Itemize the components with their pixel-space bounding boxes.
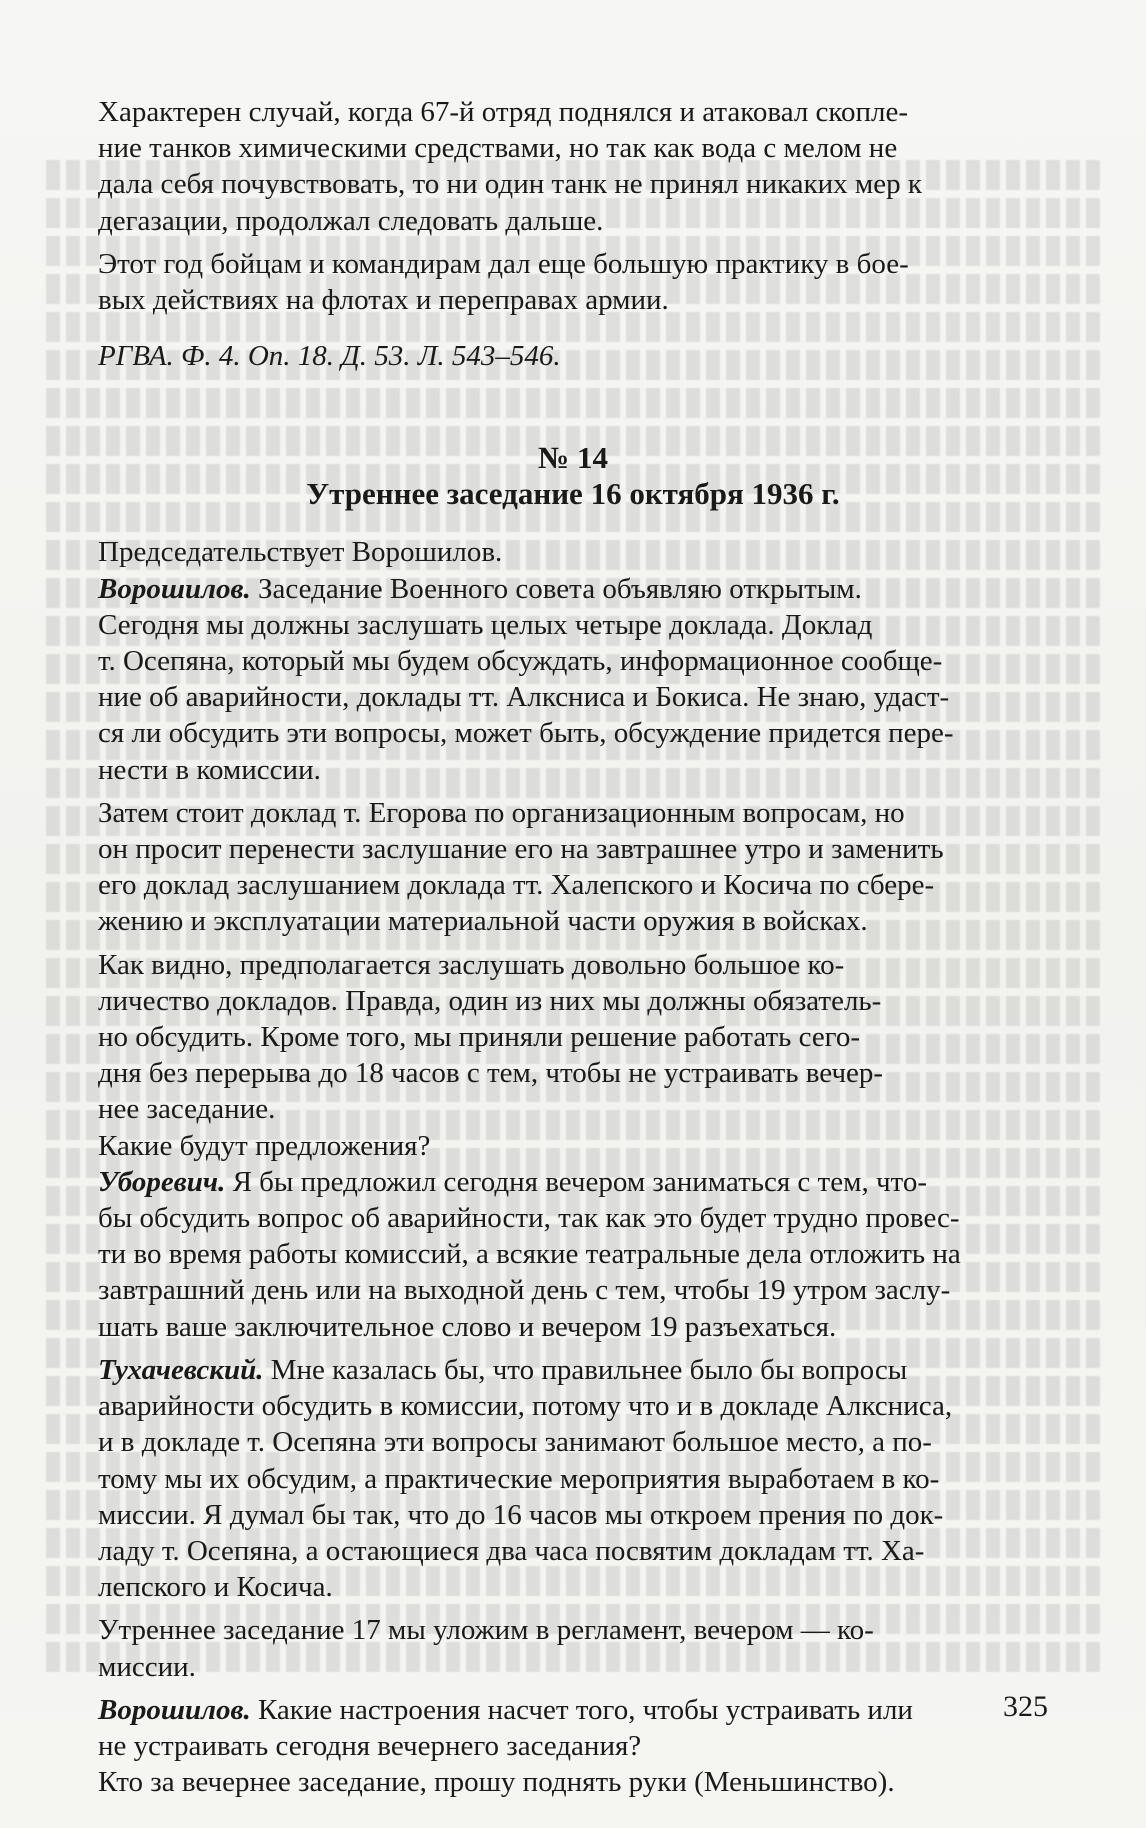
text-line: ние об аварийности, доклады тт. Алксниса и Бокиса. Не знаю, удаст-: [98, 681, 950, 714]
speech-tukhachevsky: [98, 1352, 1048, 1605]
paragraph-egorov: [98, 795, 1048, 940]
speaker-name: Тухачевский.: [98, 1353, 264, 1386]
paragraph-proposals: Какие будут предложения?: [98, 1129, 431, 1162]
text-line: Этот год бойцам и командирам дал еще большую практику в бое-: [98, 247, 909, 280]
speaker-name: Ворошилов.: [98, 1693, 251, 1726]
text-line: шать ваше заключительное слово и вечером 19 разъехаться.: [98, 1310, 837, 1343]
paragraph-top-2: [98, 246, 1048, 318]
speech-text: Заседание Военного совета объявляю открытым.: [250, 572, 862, 605]
text-line: аварийности обсудить в комиссии, потому что и в докладе Алксниса,: [98, 1390, 953, 1423]
speech-voroshilov-2: [98, 1692, 1048, 1764]
page-content: [98, 94, 1048, 1800]
chair-line: Председательствует Ворошилов.: [98, 536, 503, 569]
text-line: он просит перенести заслушание его на завтрашнее утро и заменить: [98, 833, 944, 866]
text-line: не устраивать сегодня вечернего заседания?: [98, 1729, 642, 1762]
text-line: дала себя почувствовать, то ни один танк не принял никаких мер к: [98, 168, 922, 201]
speaker-name: Ворошилов.: [98, 572, 251, 605]
text-line: ние танков химическими средствами, но так как вода с мелом не: [98, 132, 898, 165]
text-line: его доклад заслушанием доклада тт. Халепского и Косича по сбере-: [98, 869, 935, 902]
text-line: вых действиях на флотах и переправах армии.: [98, 284, 669, 317]
paragraph-vote: Кто за вечернее заседание, прошу поднять руки (Меньшинство).: [98, 1766, 895, 1799]
text-line: Сегодня мы должны заслушать целых четыре доклада. Доклад: [98, 608, 873, 641]
text-line: дегазации, продолжал следовать дальше.: [98, 204, 604, 237]
text-line: тому мы их обсудим, а практические мероприятия выработаем в ко-: [98, 1462, 940, 1495]
document-number: № 14: [538, 440, 608, 476]
text-line: но обсудить. Кроме того, мы приняли решение работать сего-: [98, 1021, 861, 1054]
text-line: т. Осепяна, который мы будем обсуждать, информационное сообще-: [98, 645, 943, 678]
speech-voroshilov-1: [98, 571, 1048, 607]
paragraph-reports: [98, 607, 1048, 788]
text-line: дня без перерыва до 18 часов с тем, чтобы не устраивать вечер-: [98, 1057, 884, 1090]
speaker-name: Уборевич.: [98, 1165, 226, 1198]
text-line: жению и эксплуатации материальной части оружия в войсках.: [98, 905, 868, 938]
speech-uborevich: [98, 1164, 1048, 1345]
text-line: Я бы предложил сегодня вечером заниматься с тем, что-: [225, 1165, 927, 1198]
text-line: ти во время работы комиссий, а всякие театральные дела отложить на: [98, 1238, 961, 1271]
text-line: нести в комиссии.: [98, 753, 321, 786]
text-line: нее заседание.: [98, 1093, 276, 1126]
text-line: миссии.: [98, 1650, 196, 1683]
archive-source-reference: РГВА. Ф. 4. Оп. 18. Д. 53. Л. 543–546.: [98, 340, 561, 373]
text-line: личество докладов. Правда, один из них мы должны обязатель-: [98, 984, 882, 1017]
text-line: завтрашний день или на выходной день с тем, чтобы 19 утром заслу-: [98, 1274, 951, 1307]
text-line: ся ли обсудить эти вопросы, может быть, обсуждение придется пере-: [98, 717, 954, 750]
text-line: Как видно, предполагается заслушать довольно большое ко-: [98, 948, 845, 981]
text-line: ладу т. Осепяна, а остающиеся два часа посвятим докладам тт. Ха-: [98, 1534, 925, 1567]
text-line: бы обсудить вопрос об аварийности, так как это будет трудно провес-: [98, 1202, 960, 1235]
text-line: Мне казалась бы, что правильнее было бы вопросы: [263, 1353, 908, 1386]
text-line: Утреннее заседание 17 мы уложим в регламент, вечером — ко-: [98, 1614, 874, 1647]
text-line: Затем стоит доклад т. Егорова по организационным вопросам, но: [98, 796, 905, 829]
paragraph-top-1: [98, 94, 1048, 239]
page-number: 325: [1003, 1690, 1048, 1723]
paragraph-morning-session: [98, 1612, 1048, 1684]
paragraph-schedule: [98, 947, 1048, 1128]
text-line: Какие настроения насчет того, чтобы устраивать или: [250, 1693, 913, 1726]
text-line: миссии. Я думал бы так, что до 16 часов мы откроем прения по док-: [98, 1498, 944, 1531]
document-title: Утреннее заседание 16 октября 1936 г.: [306, 476, 840, 512]
text-line: лепского и Косича.: [98, 1571, 333, 1604]
text-line: Характерен случай, когда 67-й отряд поднялся и атаковал скопле-: [98, 96, 909, 128]
text-line: и в докладе т. Осепяна эти вопросы занимают большое место, а по-: [98, 1426, 932, 1459]
